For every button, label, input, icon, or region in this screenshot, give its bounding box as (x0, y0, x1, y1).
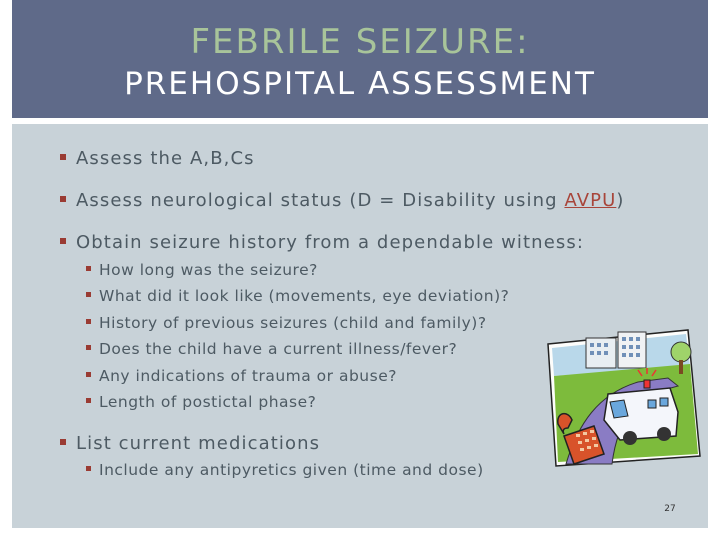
bullet-marker-icon (86, 319, 91, 324)
bullet-marker-icon (86, 292, 91, 297)
sub-bullet (86, 393, 316, 411)
bullet-marker-icon (86, 345, 91, 350)
bullet-text: Assess neurological status (D = Disability using (76, 190, 565, 211)
bullet-seizure-history (60, 232, 584, 253)
sub-bullet (86, 287, 509, 305)
sub-bullet-text: How long was the seizure? (99, 261, 318, 279)
bullet-text: List current medications (76, 433, 321, 454)
bullet-text: Assess the A,B,Cs (76, 148, 255, 169)
bullet-marker-icon (60, 196, 66, 202)
slide-title-line-1: FEBRILE SEIZURE: (190, 22, 530, 62)
bullet-medications (60, 433, 320, 454)
bullet-marker-icon (60, 238, 66, 244)
bullet-marker-icon (86, 372, 91, 377)
title-band (12, 0, 708, 118)
avpu-link[interactable]: AVPU (564, 190, 617, 211)
sub-bullet-text: Length of postictal phase? (99, 393, 317, 411)
bullet-assess-abc (60, 148, 255, 169)
sub-bullet (86, 367, 397, 385)
ambulance-clipart-icon (538, 324, 706, 470)
sub-bullet (86, 340, 457, 358)
sub-bullet-text: Include any antipyretics given (time and dose) (99, 461, 484, 479)
bullet-marker-icon (60, 154, 66, 160)
bullet-marker-icon (86, 466, 91, 471)
page-number: 27 (664, 504, 676, 514)
sub-bullet (86, 314, 487, 332)
bullet-text-end: ) (616, 190, 625, 211)
sub-bullet-text: History of previous seizures (child and family)? (99, 314, 487, 332)
bullet-marker-icon (60, 439, 66, 445)
sub-bullet (86, 461, 484, 479)
bullet-marker-icon (86, 398, 91, 403)
bullet-marker-icon (86, 266, 91, 271)
bullet-neuro-status (60, 190, 624, 211)
bullet-text: Obtain seizure history from a dependable witness: (76, 232, 584, 253)
sub-bullet (86, 261, 318, 279)
sub-bullet-text: What did it look like (movements, eye deviation)? (99, 287, 510, 305)
slide-title-line-2: PREHOSPITAL ASSESSMENT (124, 66, 596, 102)
sub-bullet-text: Any indications of trauma or abuse? (99, 367, 397, 385)
sub-bullet-text: Does the child have a current illness/fever? (99, 340, 458, 358)
